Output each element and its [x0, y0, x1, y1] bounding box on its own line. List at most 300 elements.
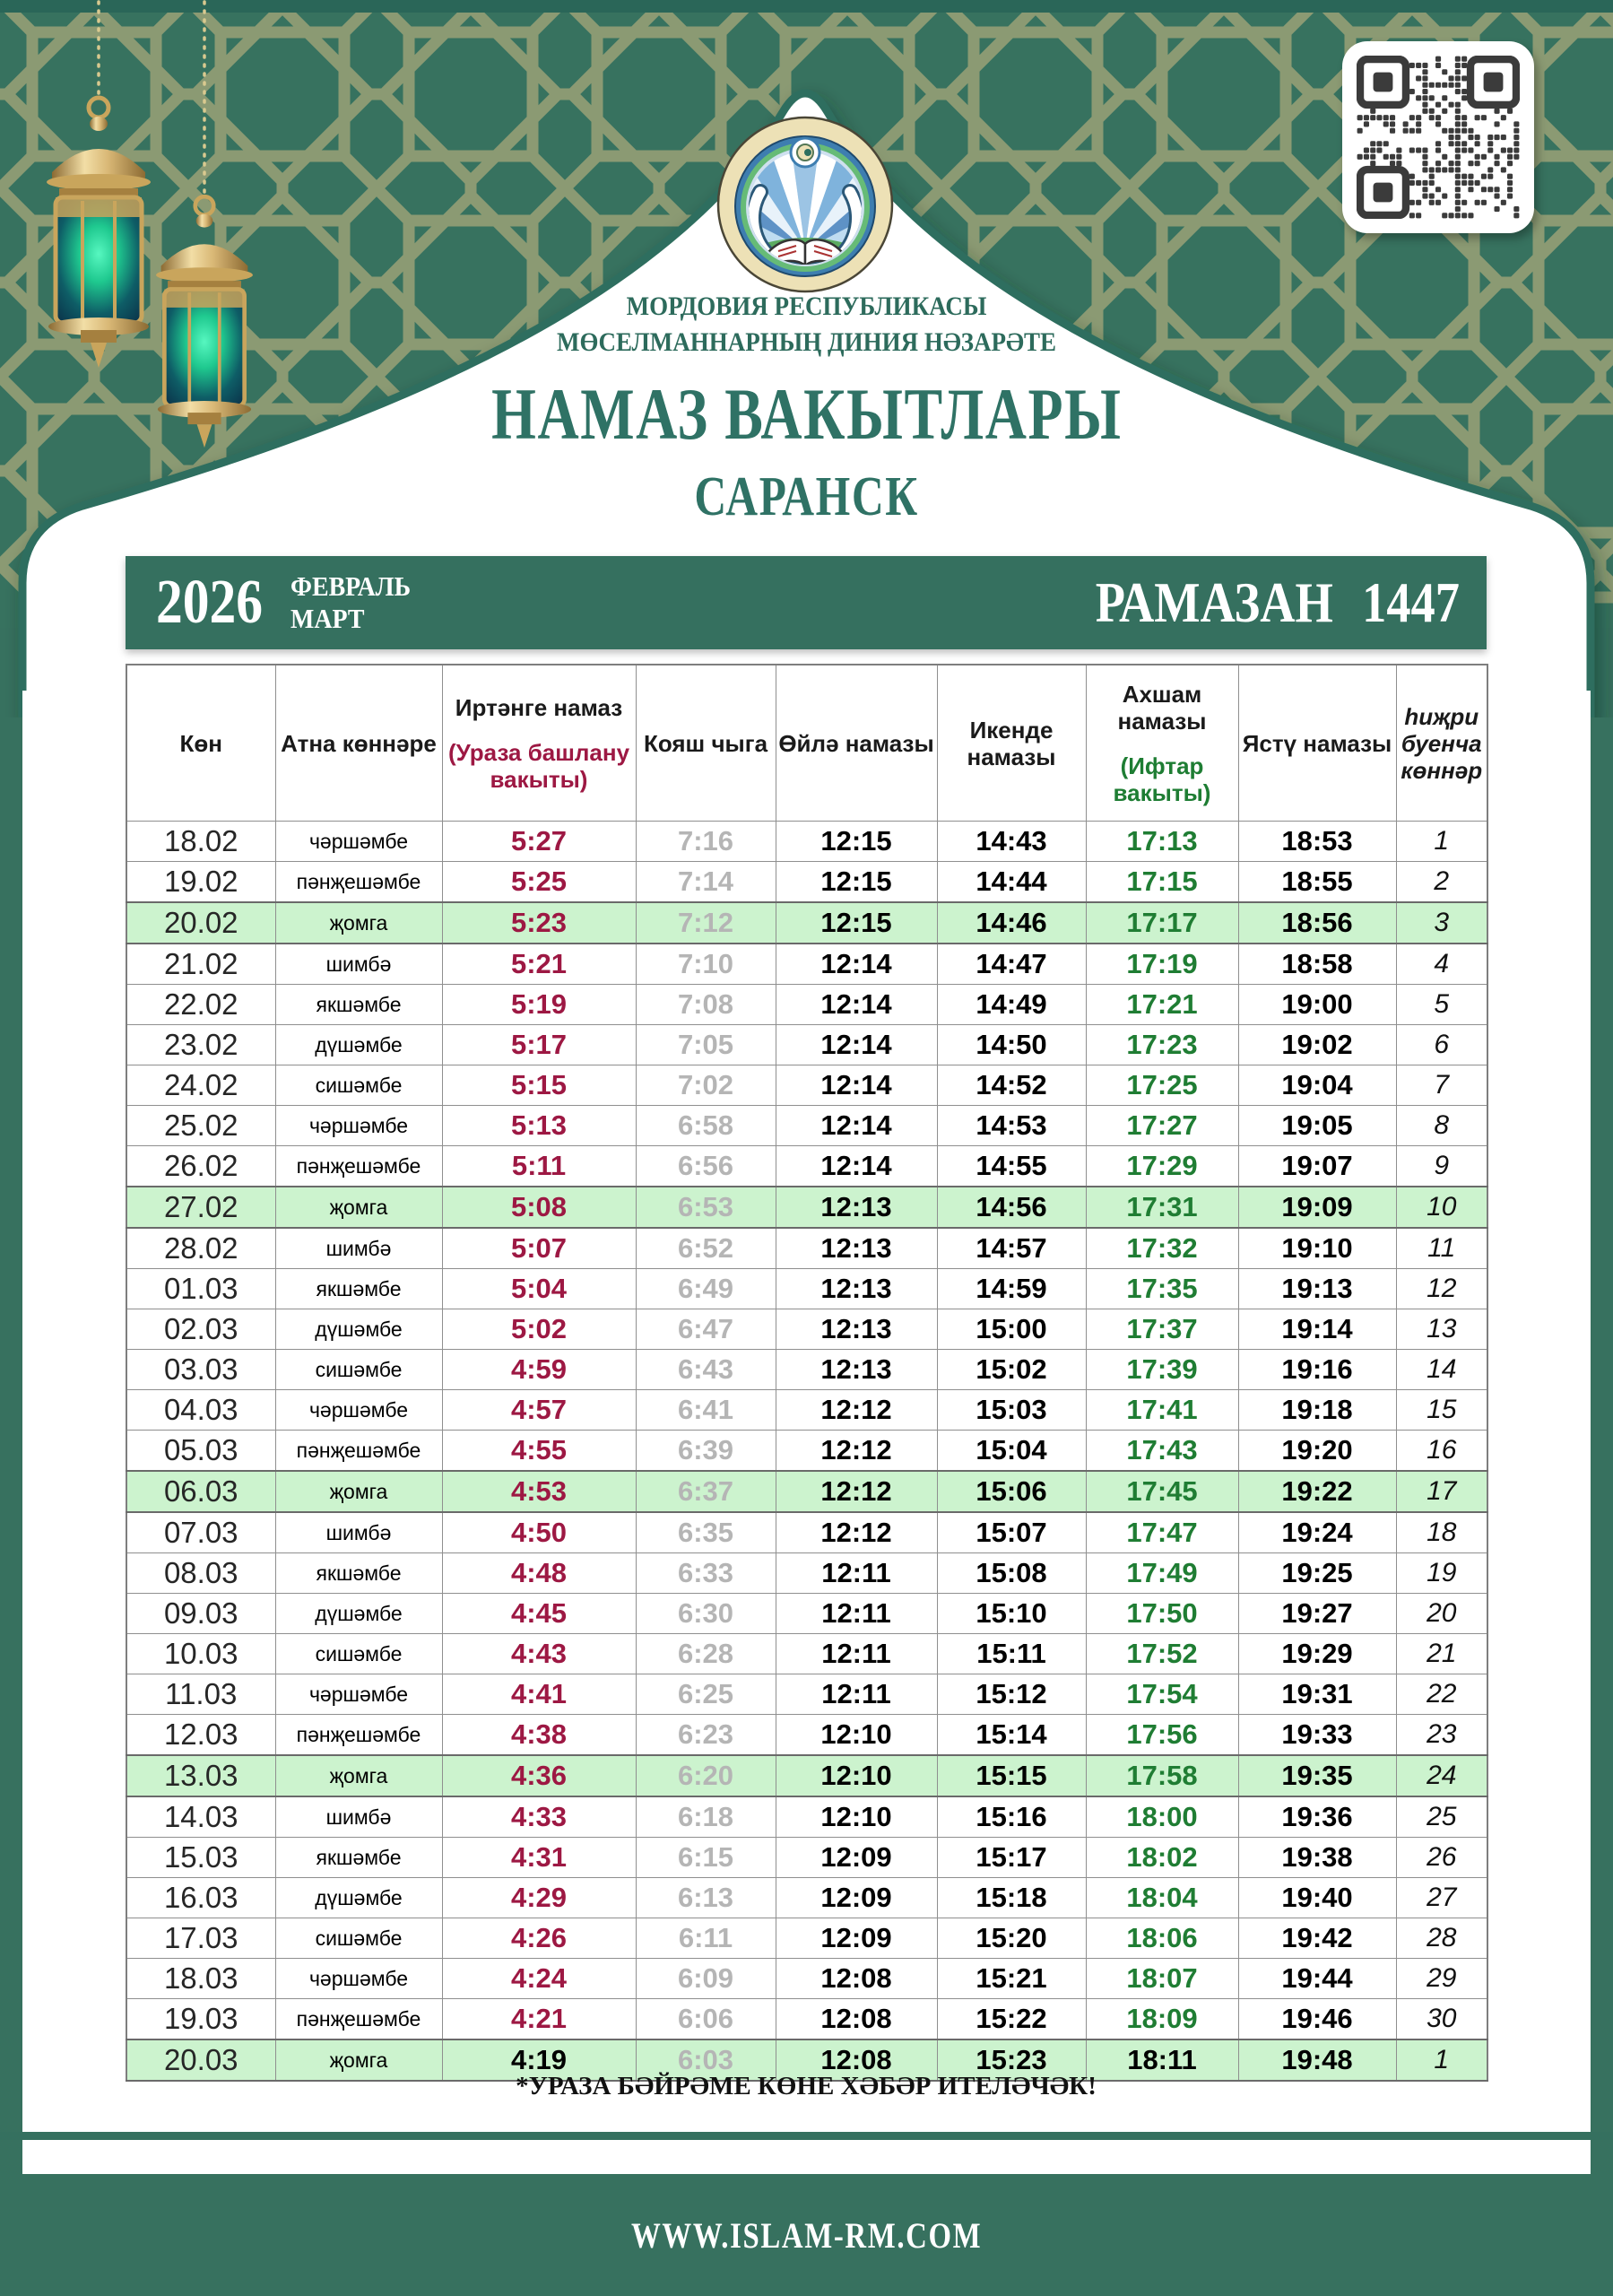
table-row — [126, 1634, 1487, 1674]
year-label: 2026 — [156, 568, 263, 637]
cell-isha-time: 19:05 — [1238, 1106, 1396, 1146]
cell-sunrise-time: 6:53 — [636, 1187, 776, 1228]
col-header-fajr: Иртәнге намаз (Ураза башлану вакыты) — [442, 665, 636, 822]
cell-hijri-day: 12 — [1396, 1269, 1487, 1309]
cell-fajr-time: 4:53 — [442, 1471, 636, 1512]
cell-sunrise-time: 6:11 — [636, 1918, 776, 1959]
cell-hijri-day: 11 — [1396, 1228, 1487, 1269]
cell-maghrib-time: 18:11 — [1086, 2039, 1238, 2081]
cell-fajr-time: 4:57 — [442, 1390, 636, 1431]
cell-fajr-time: 4:29 — [442, 1878, 636, 1918]
cell-fajr-time: 5:11 — [442, 1146, 636, 1187]
cell-maghrib-time: 17:54 — [1086, 1674, 1238, 1715]
table-row — [126, 985, 1487, 1025]
cell-date: 18.02 — [126, 822, 275, 862]
cell-maghrib-time: 18:00 — [1086, 1796, 1238, 1838]
cell-isha-time: 19:25 — [1238, 1553, 1396, 1594]
cell-weekday: җомга — [275, 1471, 442, 1512]
cell-fajr-time: 4:45 — [442, 1594, 636, 1634]
cell-asr-time: 15:11 — [937, 1634, 1086, 1674]
cell-weekday: якшәмбе — [275, 1269, 442, 1309]
cell-dhuhr-time: 12:11 — [776, 1634, 937, 1674]
cell-weekday: пәнҗешәмбе — [275, 1999, 442, 2040]
cell-date: 11.03 — [126, 1674, 275, 1715]
cell-date: 13.03 — [126, 1755, 275, 1796]
cell-hijri-day: 4 — [1396, 944, 1487, 985]
footer-bar — [0, 2174, 1613, 2296]
cell-sunrise-time: 6:09 — [636, 1959, 776, 1999]
footnote: *УРАЗА БӘЙРӘМЕ КӨНЕ ХӘБӘР ИТЕЛӘЧӘК! — [516, 2072, 1097, 2100]
cell-isha-time: 19:40 — [1238, 1878, 1396, 1918]
cell-dhuhr-time: 12:14 — [776, 1106, 937, 1146]
star-medallion-icon — [791, 138, 820, 167]
cell-dhuhr-time: 12:14 — [776, 1065, 937, 1106]
cell-date: 15.03 — [126, 1838, 275, 1878]
cell-sunrise-time: 6:25 — [636, 1674, 776, 1715]
cell-weekday: чәршәмбе — [275, 1674, 442, 1715]
cell-asr-time: 15:21 — [937, 1959, 1086, 1999]
divider-stripe — [0, 2132, 1613, 2140]
cell-hijri-day: 20 — [1396, 1594, 1487, 1634]
cell-sunrise-time: 7:05 — [636, 1025, 776, 1065]
cell-dhuhr-time: 12:12 — [776, 1431, 937, 1472]
cell-sunrise-time: 6:35 — [636, 1512, 776, 1553]
cell-date: 19.03 — [126, 1999, 275, 2040]
cell-date: 10.03 — [126, 1634, 275, 1674]
cell-weekday: чәршәмбе — [275, 1959, 442, 1999]
cell-asr-time: 15:07 — [937, 1512, 1086, 1553]
cell-maghrib-time: 17:56 — [1086, 1715, 1238, 1756]
cell-date: 23.02 — [126, 1025, 275, 1065]
table-row — [126, 1065, 1487, 1106]
cell-isha-time: 19:14 — [1238, 1309, 1396, 1350]
cell-isha-time: 19:16 — [1238, 1350, 1396, 1390]
cell-date: 24.02 — [126, 1065, 275, 1106]
cell-hijri-day: 26 — [1396, 1838, 1487, 1878]
cell-fajr-time: 5:02 — [442, 1309, 636, 1350]
org-line-2: МӨСЕЛМАННАРНЫҢ ДИНИЯ НӘЗАРӘТЕ — [557, 327, 1056, 357]
col-header-day: Көн — [126, 665, 275, 822]
cell-maghrib-time: 18:06 — [1086, 1918, 1238, 1959]
cell-hijri-day: 2 — [1396, 862, 1487, 903]
table-row — [126, 944, 1487, 985]
cell-asr-time: 15:14 — [937, 1715, 1086, 1756]
cell-hijri-day: 3 — [1396, 902, 1487, 944]
cell-asr-time: 15:12 — [937, 1674, 1086, 1715]
cell-dhuhr-time: 12:13 — [776, 1350, 937, 1390]
cell-asr-time: 14:52 — [937, 1065, 1086, 1106]
cell-asr-time: 14:50 — [937, 1025, 1086, 1065]
cell-maghrib-time: 17:29 — [1086, 1146, 1238, 1187]
cell-date: 06.03 — [126, 1471, 275, 1512]
col-header-weekday: Атна көннәре — [275, 665, 442, 822]
table-row — [126, 1025, 1487, 1065]
cell-maghrib-time: 17:21 — [1086, 985, 1238, 1025]
table-row — [126, 862, 1487, 903]
col-header-maghrib: Ахшам намазы (Ифтар вакыты) — [1086, 665, 1238, 822]
cell-date: 20.03 — [126, 2039, 275, 2081]
cell-weekday: пәнҗешәмбе — [275, 1715, 442, 1756]
cell-weekday: җомга — [275, 1755, 442, 1796]
cell-sunrise-time: 6:15 — [636, 1838, 776, 1878]
cell-sunrise-time: 6:56 — [636, 1146, 776, 1187]
cell-date: 26.02 — [126, 1146, 275, 1187]
cell-maghrib-time: 17:37 — [1086, 1309, 1238, 1350]
cell-dhuhr-time: 12:11 — [776, 1553, 937, 1594]
cell-fajr-time: 5:13 — [442, 1106, 636, 1146]
cell-weekday: чәршәмбе — [275, 1106, 442, 1146]
cell-fajr-time: 4:50 — [442, 1512, 636, 1553]
cell-dhuhr-time: 12:15 — [776, 822, 937, 862]
cell-date: 07.03 — [126, 1512, 275, 1553]
cell-fajr-time: 4:24 — [442, 1959, 636, 1999]
cell-hijri-day: 28 — [1396, 1918, 1487, 1959]
cell-fajr-time: 4:36 — [442, 1755, 636, 1796]
cell-sunrise-time: 6:33 — [636, 1553, 776, 1594]
cell-dhuhr-time: 12:14 — [776, 1025, 937, 1065]
cell-hijri-day: 15 — [1396, 1390, 1487, 1431]
cell-dhuhr-time: 12:11 — [776, 1594, 937, 1634]
cell-asr-time: 15:08 — [937, 1553, 1086, 1594]
cell-dhuhr-time: 12:09 — [776, 1838, 937, 1878]
cell-hijri-day: 6 — [1396, 1025, 1487, 1065]
cell-date: 09.03 — [126, 1594, 275, 1634]
cell-sunrise-time: 7:02 — [636, 1065, 776, 1106]
cell-asr-time: 14:46 — [937, 902, 1086, 944]
col-header-hijri: һиҗри буенча көннәр — [1396, 665, 1487, 822]
cell-weekday: шимбә — [275, 1512, 442, 1553]
cell-weekday: шимбә — [275, 1228, 442, 1269]
cell-weekday: җомга — [275, 902, 442, 944]
cell-isha-time: 19:46 — [1238, 1999, 1396, 2040]
cell-isha-time: 19:18 — [1238, 1390, 1396, 1431]
cell-isha-time: 19:31 — [1238, 1674, 1396, 1715]
cell-asr-time: 15:03 — [937, 1390, 1086, 1431]
cell-dhuhr-time: 12:10 — [776, 1715, 937, 1756]
cell-fajr-time: 5:04 — [442, 1269, 636, 1309]
cell-weekday: сишәмбе — [275, 1350, 442, 1390]
cell-maghrib-time: 17:15 — [1086, 862, 1238, 903]
cell-sunrise-time: 6:49 — [636, 1269, 776, 1309]
cell-hijri-day: 18 — [1396, 1512, 1487, 1553]
cell-date: 28.02 — [126, 1228, 275, 1269]
cell-fajr-time: 4:59 — [442, 1350, 636, 1390]
cell-date: 05.03 — [126, 1431, 275, 1472]
cell-weekday: пәнҗешәмбе — [275, 1431, 442, 1472]
cell-asr-time: 14:43 — [937, 822, 1086, 862]
cell-asr-time: 15:15 — [937, 1755, 1086, 1796]
col-header-dhuhr: Өйлә намазы — [776, 665, 937, 822]
cell-weekday: дүшәмбе — [275, 1878, 442, 1918]
table-row — [126, 1269, 1487, 1309]
cell-isha-time: 19:10 — [1238, 1228, 1396, 1269]
cell-fajr-time: 4:38 — [442, 1715, 636, 1756]
cell-dhuhr-time: 12:10 — [776, 1796, 937, 1838]
cell-fajr-time: 4:33 — [442, 1796, 636, 1838]
cell-isha-time: 19:36 — [1238, 1796, 1396, 1838]
table-row — [126, 1959, 1487, 1999]
cell-weekday: сишәмбе — [275, 1065, 442, 1106]
cell-fajr-time: 4:26 — [442, 1918, 636, 1959]
cell-dhuhr-time: 12:15 — [776, 902, 937, 944]
cell-sunrise-time: 7:14 — [636, 862, 776, 903]
cell-hijri-day: 7 — [1396, 1065, 1487, 1106]
table-row — [126, 1918, 1487, 1959]
cell-fajr-time: 5:27 — [442, 822, 636, 862]
cell-maghrib-time: 17:39 — [1086, 1350, 1238, 1390]
cell-date: 20.02 — [126, 902, 275, 944]
cell-date: 12.03 — [126, 1715, 275, 1756]
cell-weekday: пәнҗешәмбе — [275, 862, 442, 903]
cell-maghrib-time: 17:27 — [1086, 1106, 1238, 1146]
cell-hijri-day: 14 — [1396, 1350, 1487, 1390]
cell-maghrib-time: 17:52 — [1086, 1634, 1238, 1674]
cell-maghrib-time: 18:07 — [1086, 1959, 1238, 1999]
cell-maghrib-time: 17:58 — [1086, 1755, 1238, 1796]
cell-asr-time: 15:22 — [937, 1999, 1086, 2040]
cell-date: 27.02 — [126, 1187, 275, 1228]
cell-date: 22.02 — [126, 985, 275, 1025]
table-row — [126, 1350, 1487, 1390]
cell-maghrib-time: 17:35 — [1086, 1269, 1238, 1309]
cell-fajr-time: 4:19 — [442, 2039, 636, 2081]
cell-isha-time: 19:09 — [1238, 1187, 1396, 1228]
cell-dhuhr-time: 12:13 — [776, 1269, 937, 1309]
cell-fajr-time: 5:08 — [442, 1187, 636, 1228]
cell-asr-time: 14:56 — [937, 1187, 1086, 1228]
cell-dhuhr-time: 12:08 — [776, 2039, 937, 2081]
cell-sunrise-time: 7:08 — [636, 985, 776, 1025]
cell-maghrib-time: 18:09 — [1086, 1999, 1238, 2040]
cell-hijri-day: 25 — [1396, 1796, 1487, 1838]
cell-fajr-time: 5:23 — [442, 902, 636, 944]
period-bar — [126, 556, 1487, 649]
cell-hijri-day: 9 — [1396, 1146, 1487, 1187]
fajr-subtitle: (Ураза башлану вакыты) — [447, 738, 630, 793]
cell-asr-time: 15:23 — [937, 2039, 1086, 2081]
cell-dhuhr-time: 12:13 — [776, 1228, 937, 1269]
cell-sunrise-time: 6:52 — [636, 1228, 776, 1269]
cell-weekday: пәнҗешәмбе — [275, 1146, 442, 1187]
cell-isha-time: 18:55 — [1238, 862, 1396, 903]
cell-dhuhr-time: 12:09 — [776, 1918, 937, 1959]
cell-sunrise-time: 6:03 — [636, 2039, 776, 2081]
cell-asr-time: 15:16 — [937, 1796, 1086, 1838]
cell-isha-time: 19:29 — [1238, 1634, 1396, 1674]
cell-dhuhr-time: 12:08 — [776, 1959, 937, 1999]
cell-hijri-day: 27 — [1396, 1878, 1487, 1918]
cell-hijri-day: 1 — [1396, 822, 1487, 862]
cell-isha-time: 19:35 — [1238, 1755, 1396, 1796]
cell-weekday: якшәмбе — [275, 1553, 442, 1594]
cell-sunrise-time: 7:16 — [636, 822, 776, 862]
cell-date: 16.03 — [126, 1878, 275, 1918]
cell-dhuhr-time: 12:13 — [776, 1187, 937, 1228]
cell-isha-time: 19:38 — [1238, 1838, 1396, 1878]
cell-fajr-time: 5:07 — [442, 1228, 636, 1269]
cell-maghrib-time: 17:23 — [1086, 1025, 1238, 1065]
cell-isha-time: 19:22 — [1238, 1471, 1396, 1512]
cell-isha-time: 18:58 — [1238, 944, 1396, 985]
cell-isha-time: 19:02 — [1238, 1025, 1396, 1065]
table-row — [126, 1146, 1487, 1187]
cell-maghrib-time: 17:13 — [1086, 822, 1238, 862]
cell-asr-time: 15:10 — [937, 1594, 1086, 1634]
cell-fajr-time: 4:21 — [442, 1999, 636, 2040]
cell-date: 14.03 — [126, 1796, 275, 1838]
cell-dhuhr-time: 12:10 — [776, 1755, 937, 1796]
cell-sunrise-time: 6:28 — [636, 1634, 776, 1674]
cell-isha-time: 19:04 — [1238, 1065, 1396, 1106]
cell-isha-time: 19:00 — [1238, 985, 1396, 1025]
cell-asr-time: 15:00 — [937, 1309, 1086, 1350]
cell-weekday: сишәмбе — [275, 1634, 442, 1674]
cell-dhuhr-time: 12:14 — [776, 985, 937, 1025]
cell-date: 21.02 — [126, 944, 275, 985]
cell-maghrib-time: 17:50 — [1086, 1594, 1238, 1634]
cell-fajr-time: 4:55 — [442, 1431, 636, 1472]
cell-fajr-time: 5:25 — [442, 862, 636, 903]
months-label: ФЕВРАЛЬ МАРТ — [291, 570, 412, 634]
cell-hijri-day: 21 — [1396, 1634, 1487, 1674]
cell-asr-time: 14:53 — [937, 1106, 1086, 1146]
cell-hijri-day: 13 — [1396, 1309, 1487, 1350]
cell-dhuhr-time: 12:12 — [776, 1390, 937, 1431]
table-row — [126, 1838, 1487, 1878]
cell-maghrib-time: 17:49 — [1086, 1553, 1238, 1594]
cell-maghrib-time: 17:47 — [1086, 1512, 1238, 1553]
cell-fajr-time: 5:21 — [442, 944, 636, 985]
qr-code — [1342, 41, 1534, 233]
cell-weekday: якшәмбе — [275, 985, 442, 1025]
table-row — [126, 1390, 1487, 1431]
logo-emblem — [715, 115, 895, 294]
table-row — [126, 1594, 1487, 1634]
cell-isha-time: 18:56 — [1238, 902, 1396, 944]
cell-hijri-day: 5 — [1396, 985, 1487, 1025]
cell-date: 02.03 — [126, 1309, 275, 1350]
table-row — [126, 1431, 1487, 1472]
cell-sunrise-time: 7:10 — [636, 944, 776, 985]
prayer-times-table — [126, 664, 1488, 2082]
iftar-subtitle: (Ифтар вакыты) — [1113, 752, 1211, 806]
table-row — [126, 1512, 1487, 1553]
cell-isha-time: 19:44 — [1238, 1959, 1396, 1999]
table-row — [126, 1755, 1487, 1796]
cell-maghrib-time: 17:19 — [1086, 944, 1238, 985]
cell-hijri-day: 17 — [1396, 1471, 1487, 1512]
cell-weekday: якшәмбе — [275, 1838, 442, 1878]
cell-hijri-day: 8 — [1396, 1106, 1487, 1146]
cell-hijri-day: 22 — [1396, 1674, 1487, 1715]
cell-maghrib-time: 17:17 — [1086, 902, 1238, 944]
org-line-1: МОРДОВИЯ РЕСПУБЛИКАСЫ — [626, 291, 987, 321]
cell-dhuhr-time: 12:08 — [776, 1999, 937, 2040]
table-row — [126, 1471, 1487, 1512]
cell-weekday: җомга — [275, 1187, 442, 1228]
cell-isha-time: 19:33 — [1238, 1715, 1396, 1756]
cell-isha-time: 19:07 — [1238, 1146, 1396, 1187]
cell-hijri-day: 23 — [1396, 1715, 1487, 1756]
col-header-asr: Икенде намазы — [937, 665, 1086, 822]
cell-weekday: дүшәмбе — [275, 1594, 442, 1634]
cell-asr-time: 14:47 — [937, 944, 1086, 985]
cell-maghrib-time: 17:32 — [1086, 1228, 1238, 1269]
cell-date: 18.03 — [126, 1959, 275, 1999]
cell-asr-time: 15:02 — [937, 1350, 1086, 1390]
table-row — [126, 1228, 1487, 1269]
table-row — [126, 1674, 1487, 1715]
cell-sunrise-time: 6:43 — [636, 1350, 776, 1390]
col-header-isha: Ястү намазы — [1238, 665, 1396, 822]
schedule-table-wrap — [126, 664, 1487, 2082]
cell-date: 08.03 — [126, 1553, 275, 1594]
cell-weekday: дүшәмбе — [275, 1025, 442, 1065]
cell-asr-time: 15:04 — [937, 1431, 1086, 1472]
cell-date: 03.03 — [126, 1350, 275, 1390]
cell-asr-time: 15:06 — [937, 1471, 1086, 1512]
organization-name — [0, 289, 1613, 361]
cell-maghrib-time: 17:31 — [1086, 1187, 1238, 1228]
col-header-sunrise: Кояш чыга — [636, 665, 776, 822]
cell-sunrise-time: 6:23 — [636, 1715, 776, 1756]
cell-asr-time: 14:44 — [937, 862, 1086, 903]
cell-hijri-day: 10 — [1396, 1187, 1487, 1228]
table-row — [126, 1553, 1487, 1594]
cell-dhuhr-time: 12:15 — [776, 862, 937, 903]
cell-sunrise-time: 7:12 — [636, 902, 776, 944]
table-row — [126, 902, 1487, 944]
website-url: WWW.ISLAM-RM.COM — [630, 2214, 983, 2256]
cell-sunrise-time: 6:13 — [636, 1878, 776, 1918]
cell-asr-time: 14:49 — [937, 985, 1086, 1025]
table-row — [126, 1309, 1487, 1350]
cell-sunrise-time: 6:58 — [636, 1106, 776, 1146]
table-row — [126, 1106, 1487, 1146]
cell-hijri-day: 30 — [1396, 1999, 1487, 2040]
hijri-month-label: РАМАЗАН 1447 — [1095, 570, 1460, 634]
cell-weekday: шимбә — [275, 1796, 442, 1838]
cell-maghrib-time: 17:25 — [1086, 1065, 1238, 1106]
cell-asr-time: 14:57 — [937, 1228, 1086, 1269]
cell-asr-time: 14:59 — [937, 1269, 1086, 1309]
cell-weekday: чәршәмбе — [275, 822, 442, 862]
cell-sunrise-time: 6:37 — [636, 1471, 776, 1512]
table-row — [126, 1715, 1487, 1756]
cell-isha-time: 19:48 — [1238, 2039, 1396, 2081]
lower-white-strip — [22, 2140, 1591, 2174]
cell-dhuhr-time: 12:12 — [776, 1471, 937, 1512]
table-row — [126, 1999, 1487, 2040]
cell-dhuhr-time: 12:13 — [776, 1309, 937, 1350]
cell-fajr-time: 4:48 — [442, 1553, 636, 1594]
cell-hijri-day: 19 — [1396, 1553, 1487, 1594]
table-row — [126, 1878, 1487, 1918]
cell-maghrib-time: 17:45 — [1086, 1471, 1238, 1512]
cell-weekday: сишәмбе — [275, 1918, 442, 1959]
cell-sunrise-time: 6:18 — [636, 1796, 776, 1838]
table-row — [126, 1796, 1487, 1838]
cell-fajr-time: 4:41 — [442, 1674, 636, 1715]
cell-sunrise-time: 6:20 — [636, 1755, 776, 1796]
cell-sunrise-time: 6:30 — [636, 1594, 776, 1634]
cell-hijri-day: 29 — [1396, 1959, 1487, 1999]
table-row — [126, 822, 1487, 862]
cell-dhuhr-time: 12:11 — [776, 1674, 937, 1715]
cell-isha-time: 19:13 — [1238, 1269, 1396, 1309]
cell-date: 01.03 — [126, 1269, 275, 1309]
cell-isha-time: 18:53 — [1238, 822, 1396, 862]
